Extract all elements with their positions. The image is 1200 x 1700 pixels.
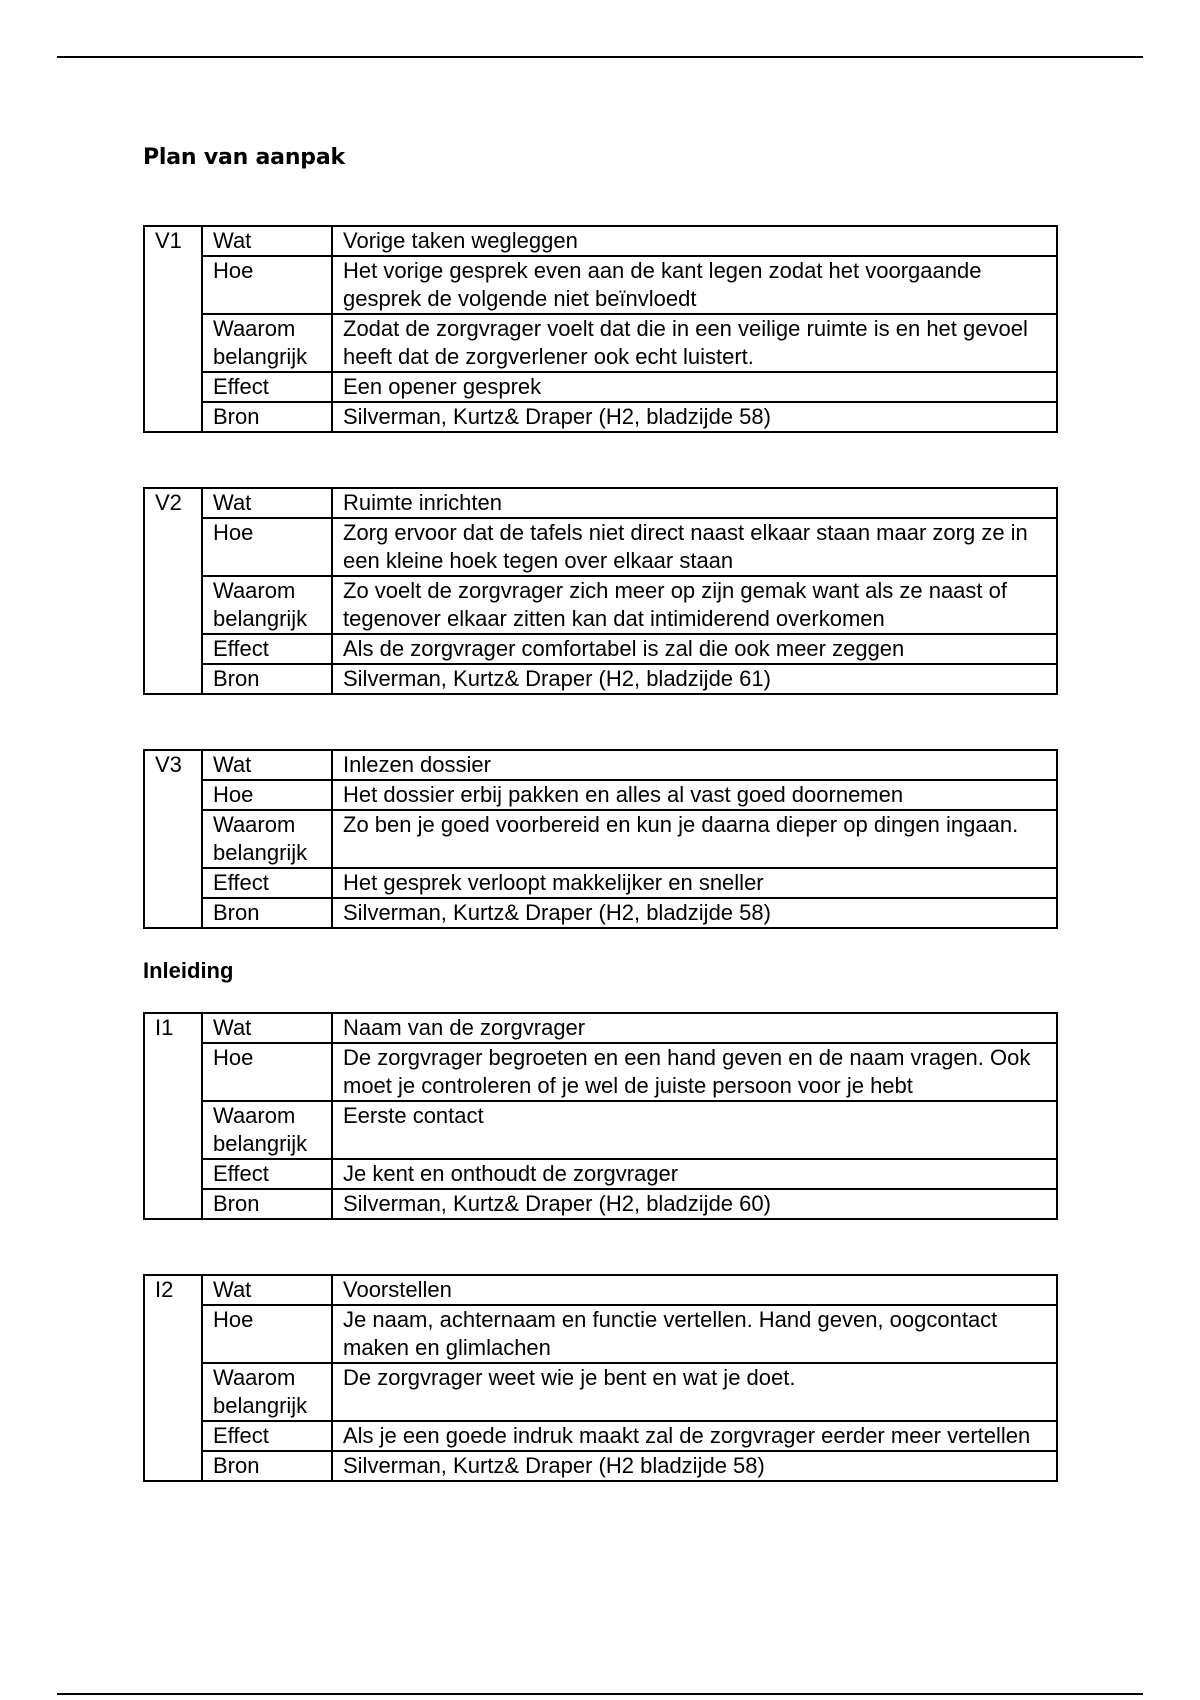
table-row — [144, 1013, 1057, 1043]
row-content: Silverman, Kurtz& Draper (H2, bladzijde 61) — [332, 664, 1057, 694]
row-label: Wat — [202, 1013, 332, 1043]
row-label: Bron — [202, 402, 332, 432]
table-row — [144, 1043, 1057, 1101]
table-row — [144, 1363, 1057, 1421]
row-label: Hoe — [202, 1305, 332, 1363]
row-content: Als je een goede indruk maakt zal de zorgvrager eerder meer vertellen — [332, 1421, 1057, 1451]
row-label: Effect — [202, 372, 332, 402]
plan-table-v2 — [143, 487, 1058, 695]
section-heading-inleiding: Inleiding — [143, 958, 234, 983]
table-row — [144, 750, 1057, 780]
plan-table-v3 — [143, 749, 1058, 929]
row-label: Wat — [202, 1275, 332, 1305]
row-label: Bron — [202, 664, 332, 694]
row-content: Zo voelt de zorgvrager zich meer op zijn gemak want als ze naast of tegenover elkaar zitten kan dat intimiderend overkomen — [332, 576, 1057, 634]
row-content: Inlezen dossier — [332, 750, 1057, 780]
table-row — [144, 1421, 1057, 1451]
table-row — [144, 372, 1057, 402]
row-id: I1 — [144, 1013, 202, 1043]
row-content: Het vorige gesprek even aan de kant legen zodat het voorgaande gesprek de volgende niet beïnvloedt — [332, 256, 1057, 314]
plan-table-v1 — [143, 225, 1058, 433]
row-content: Silverman, Kurtz& Draper (H2 bladzijde 58) — [332, 1451, 1057, 1481]
table-row — [144, 1275, 1057, 1305]
row-content: Naam van de zorgvrager — [332, 1013, 1057, 1043]
table-row — [144, 634, 1057, 664]
table-row — [144, 810, 1057, 868]
table-row — [144, 780, 1057, 810]
row-content: Silverman, Kurtz& Draper (H2, bladzijde 58) — [332, 898, 1057, 928]
row-label: Hoe — [202, 256, 332, 314]
row-label: Hoe — [202, 780, 332, 810]
table-row — [144, 1305, 1057, 1363]
row-content: Zodat de zorgvrager voelt dat die in een veilige ruimte is en het gevoel heeft dat de zorgverlener ook echt luistert. — [332, 314, 1057, 372]
row-content: Als de zorgvrager comfortabel is zal die ook meer zeggen — [332, 634, 1057, 664]
row-content: Zo ben je goed voorbereid en kun je daarna dieper op dingen ingaan. — [332, 810, 1057, 868]
table-row — [144, 488, 1057, 518]
row-label: Effect — [202, 1421, 332, 1451]
table-row — [144, 1101, 1057, 1159]
table-row — [144, 898, 1057, 928]
plan-table-i2 — [143, 1274, 1058, 1482]
row-label: Hoe — [202, 1043, 332, 1101]
row-content: Voorstellen — [332, 1275, 1057, 1305]
page-title: Plan van aanpak — [143, 145, 345, 170]
row-content: Silverman, Kurtz& Draper (H2, bladzijde 58) — [332, 402, 1057, 432]
row-label: Waarom belangrijk — [202, 810, 332, 868]
row-content: Je kent en onthoudt de zorgvrager — [332, 1159, 1057, 1189]
row-id: V1 — [144, 226, 202, 256]
table-row — [144, 518, 1057, 576]
row-label: Bron — [202, 898, 332, 928]
table-row — [144, 1189, 1057, 1219]
row-content: Vorige taken wegleggen — [332, 226, 1057, 256]
plan-table-i1 — [143, 1012, 1058, 1220]
table-row — [144, 256, 1057, 314]
row-content: Het gesprek verloopt makkelijker en sneller — [332, 868, 1057, 898]
row-label: Wat — [202, 750, 332, 780]
table-row — [144, 1451, 1057, 1481]
row-id: V2 — [144, 488, 202, 518]
table-row — [144, 868, 1057, 898]
row-label: Waarom belangrijk — [202, 1101, 332, 1159]
row-label: Bron — [202, 1189, 332, 1219]
table-row — [144, 576, 1057, 634]
row-content: Het dossier erbij pakken en alles al vast goed doornemen — [332, 780, 1057, 810]
table-row — [144, 314, 1057, 372]
table-row — [144, 1159, 1057, 1189]
row-label: Effect — [202, 1159, 332, 1189]
row-label: Effect — [202, 634, 332, 664]
row-label: Wat — [202, 488, 332, 518]
row-label: Waarom belangrijk — [202, 576, 332, 634]
row-label: Waarom belangrijk — [202, 1363, 332, 1421]
row-label: Effect — [202, 868, 332, 898]
row-label: Bron — [202, 1451, 332, 1481]
footer-rule — [57, 1693, 1143, 1695]
row-content: Een opener gesprek — [332, 372, 1057, 402]
row-content: Silverman, Kurtz& Draper (H2, bladzijde 60) — [332, 1189, 1057, 1219]
row-content: De zorgvrager begroeten en een hand geven en de naam vragen. Ook moet je controleren of je wel de juiste persoon voor je hebt — [332, 1043, 1057, 1101]
row-content: Zorg ervoor dat de tafels niet direct naast elkaar staan maar zorg ze in een kleine hoek tegen over elkaar staan — [332, 518, 1057, 576]
row-id: I2 — [144, 1275, 202, 1305]
row-content: Ruimte inrichten — [332, 488, 1057, 518]
row-label: Hoe — [202, 518, 332, 576]
row-content: Je naam, achternaam en functie vertellen. Hand geven, oogcontact maken en glimlachen — [332, 1305, 1057, 1363]
table-row — [144, 664, 1057, 694]
row-label: Waarom belangrijk — [202, 314, 332, 372]
row-content: De zorgvrager weet wie je bent en wat je doet. — [332, 1363, 1057, 1421]
row-id: V3 — [144, 750, 202, 780]
row-content: Eerste contact — [332, 1101, 1057, 1159]
row-label: Wat — [202, 226, 332, 256]
table-row — [144, 402, 1057, 432]
header-rule — [57, 56, 1143, 58]
table-row — [144, 226, 1057, 256]
